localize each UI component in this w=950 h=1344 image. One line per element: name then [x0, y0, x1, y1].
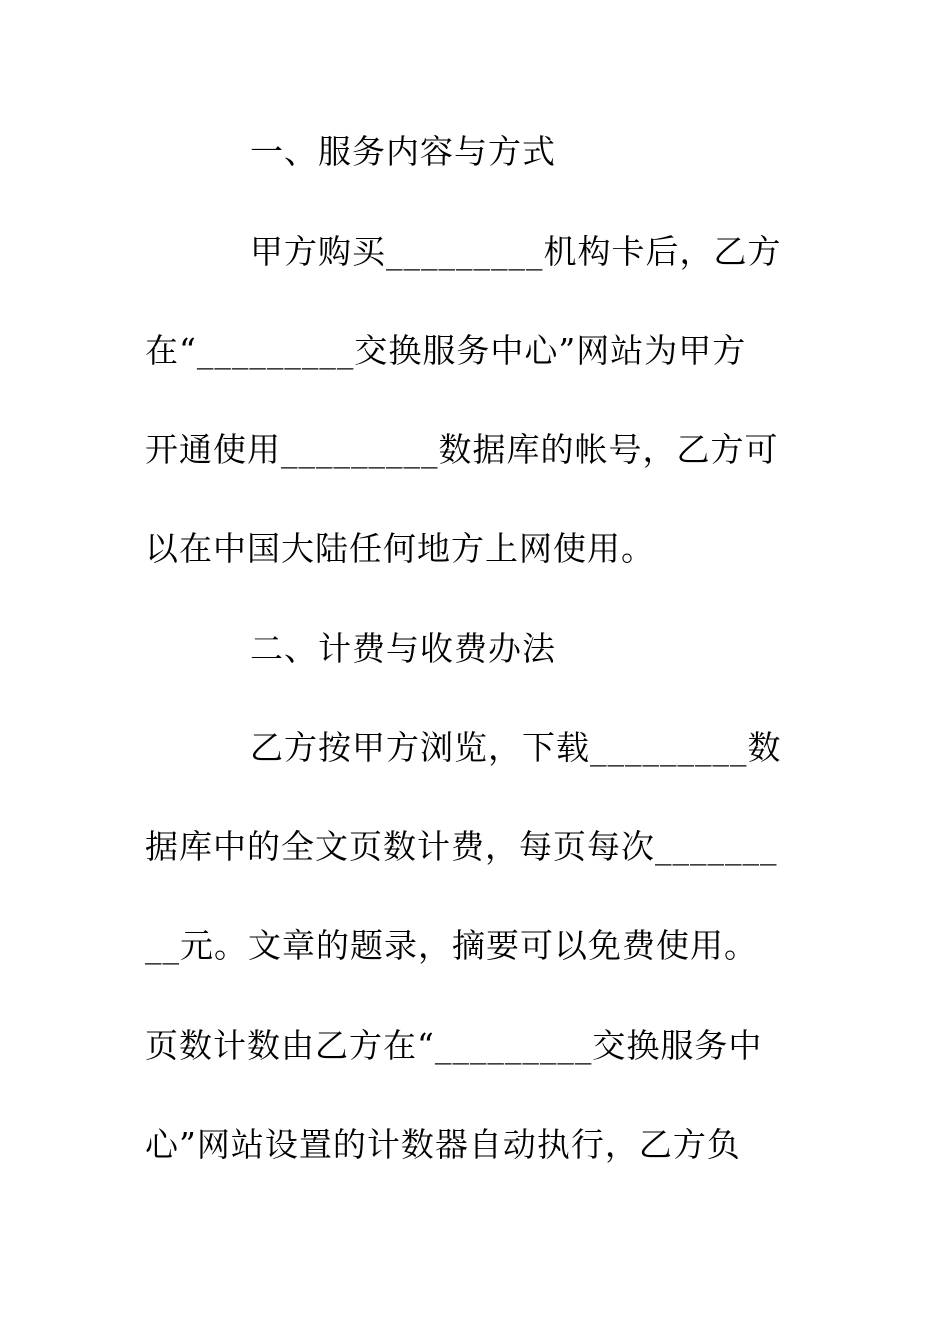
paragraph-line-5: 乙方按甲方浏览，下载_________数 [250, 728, 782, 767]
paragraph-line-6: 据库中的全文页数计费，每页每次_______ [145, 827, 778, 866]
paragraph-line-7: __元。文章的题录，摘要可以免费使用。 [145, 926, 758, 965]
section-heading-2: 二、计费与收费办法 [250, 629, 556, 668]
paragraph-line-2: 在“_________交换服务中心”网站为甲方 [145, 331, 747, 370]
paragraph-line-3: 开通使用_________数据库的帐号，乙方可 [145, 430, 779, 469]
section-heading-1: 一、服务内容与方式 [250, 132, 556, 171]
paragraph-line-9: 心”网站设置的计数器自动执行，乙方负 [145, 1125, 741, 1164]
paragraph-line-4: 以在中国大陆任何地方上网使用。 [145, 529, 655, 568]
paragraph-line-8: 页数计数由乙方在“_________交换服务中 [145, 1026, 763, 1065]
paragraph-line-1: 甲方购买_________机构卡后，乙方 [250, 232, 782, 271]
